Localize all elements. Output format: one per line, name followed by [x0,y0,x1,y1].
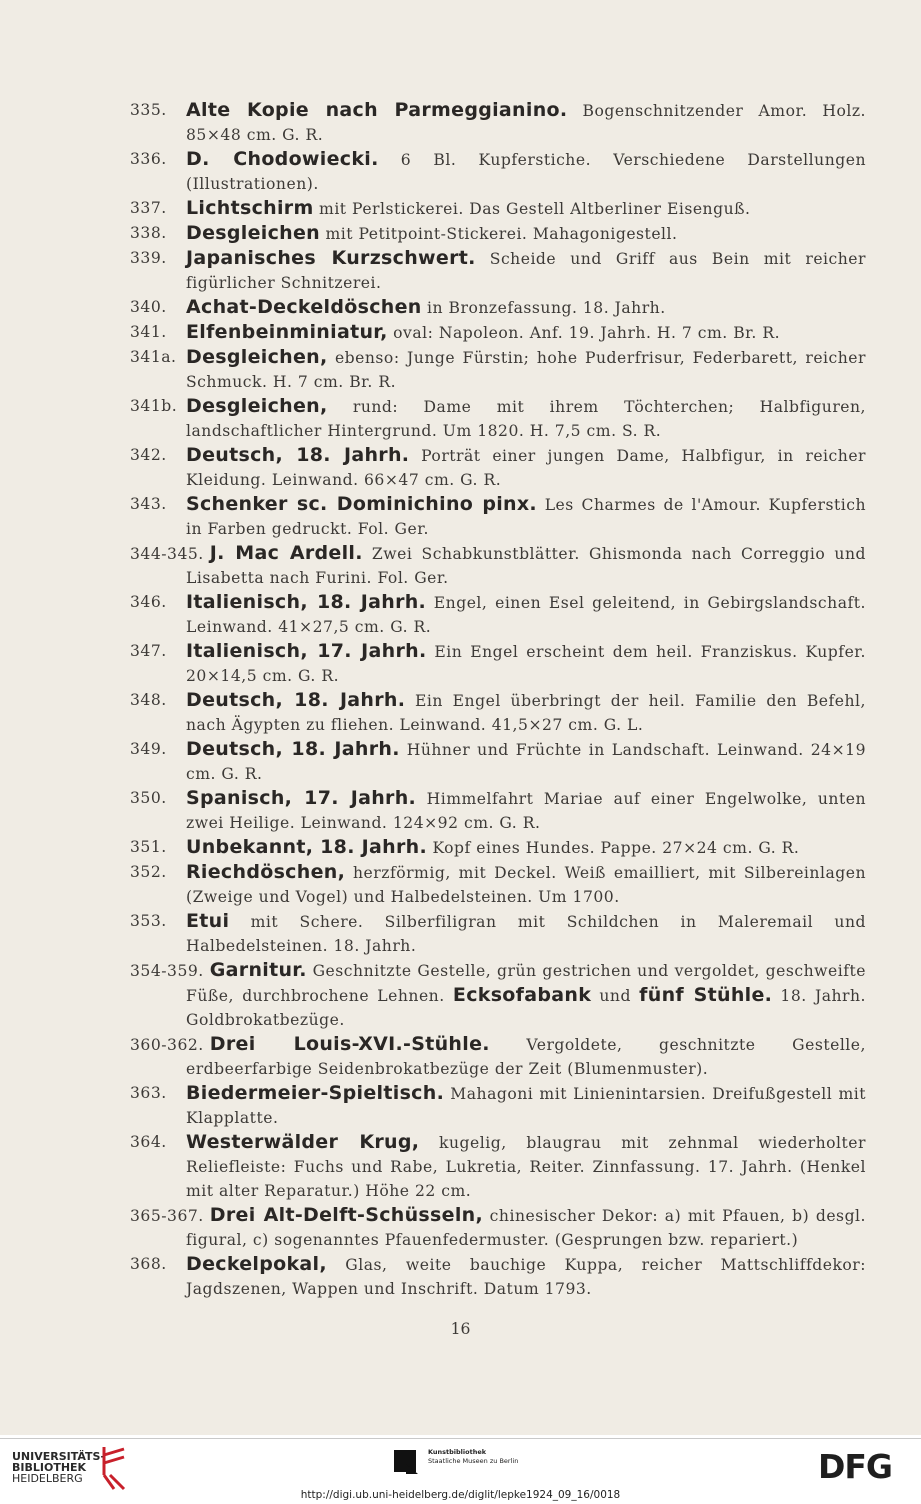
entry-number: 351. [130,838,167,856]
entry-heading: Desgleichen, [186,395,328,417]
entry-description: Glas, weite bauchige Kuppa, reicher Mattschliffdekor: Jagdszenen, Wappen und Inschrift. Datum 1793. [186,1256,866,1298]
entry-description: Kopf eines Hundes. Pappe. 27×24 cm. G. R. [426,839,800,857]
entry-heading: Drei Alt-Delft-Schüsseln, [209,1204,483,1226]
entry-number: 341. [130,323,167,341]
entry-heading: Westerwälder Krug, [186,1131,420,1153]
catalog-entry [130,639,866,688]
catalog-entry [130,1203,866,1252]
entry-description: in Bronzefassung. 18. Jahrh. [421,299,666,317]
entry-heading: Achat-Deckeldöschen [186,296,422,318]
catalog-entry [130,492,866,541]
entry-description: mit Schere. Silberfiligran mit Schildchen in Maleremail und Halbedelsteinen. 18. Jahrh. [186,913,866,955]
entry-description: kugelig, blaugrau mit zehnmal wiederholter Reliefleiste: Fuchs und Rabe, Lukretia, Reiter. Zinnfassung. 17. Jahrh. (Henkel mit alter Reparatur.) Höhe 22 cm. [186,1134,866,1200]
entry-number: 340. [130,298,167,316]
entry-description: Mahagoni mit Linienintarsien. Dreifußgestell mit Klapplatte. [186,1085,866,1127]
catalog-entry [130,345,866,394]
entry-heading: Drei Louis-XVI.-Stühle. [209,1033,490,1055]
entry-heading: Lichtschirm [186,197,314,219]
entry-heading: Desgleichen [186,222,320,244]
catalog-entry [130,786,866,835]
ub-logo-line-1: UNIVERSITÄTS- [12,1450,106,1463]
entry-number: 338. [130,224,167,242]
kunstbibliothek-logo-icon [392,1448,420,1476]
entry-number: 341b. [130,397,178,415]
entry-number: 339. [130,249,167,267]
entry-number: 342. [130,446,167,464]
catalog-entry [130,688,866,737]
catalog-entry [130,1252,866,1301]
dfg-logo[interactable]: DFG [818,1447,893,1486]
entry-description: 6 Bl. Kupferstiche. Verschiedene Darstellungen (Illustrationen). [186,151,866,193]
catalog-entry [130,958,866,1032]
entry-description: rund: Dame mit ihrem Töchterchen; Halbfiguren, landschaftlicher Hintergrund. Um 1820. H. 7,5 cm. S. R. [186,398,866,440]
entry-number: 347. [130,642,167,660]
catalog-entry [130,147,866,196]
entry-heading: Deutsch, 18. Jahrh. [186,689,406,711]
entry-description: Zwei Schabkunstblätter. Ghismonda nach Correggio und Lisabetta nach Furini. Fol. Ger. [186,545,867,587]
entry-heading: Deckelpokal, [186,1253,327,1275]
catalog-entry [130,590,866,639]
entry-description: Geschnitzte Gestelle, grün gestrichen und vergoldet, geschweifte Füße, durchbrochene Lehnen. [186,962,866,1005]
catalog-entry [130,835,866,860]
footer-bar [0,1435,921,1504]
entry-number: 343. [130,495,167,513]
entry-description: Hühner und Früchte in Landschaft. Leinwand. 24×19 cm. G. R. [186,741,866,783]
kunstbibliothek-logo[interactable] [428,1448,518,1466]
entry-heading: Elfenbeinminiatur, [186,321,388,343]
catalog-entry [130,394,866,443]
entry-description: chinesischer Dekor: a) mit Pfauen, b) desgl. figural, c) sogenanntes Pfauenfedermuster. (Gesprungen bzw. repariert.) [186,1207,866,1249]
page-number: 16 [450,1320,471,1338]
entry-description: oval: Napoleon. Anf. 19. Jahrh. H. 7 cm. Br. R. [387,324,781,342]
entry-heading: Spanisch, 17. Jahrh. [186,787,417,809]
catalog-entry [130,1130,866,1203]
catalog-entry [130,295,866,320]
kb-line-2: Staatliche Museen zu Berlin [428,1457,519,1465]
entry-description-tail: 18. Jahrh. Goldbrokatbezüge. [186,987,866,1029]
ub-heidelberg-logo[interactable] [12,1451,105,1484]
entry-heading: Deutsch, 18. Jahrh. [186,444,410,466]
entry-description: Les Charmes de l'Amour. Kupferstich in Farben gedruckt. Fol. Ger. [186,496,867,538]
entry-number: 360-362. [130,1036,204,1054]
entry-number: 346. [130,593,167,611]
entry-number: 337. [130,199,167,217]
entry-heading: Biedermeier-Spieltisch. [186,1082,445,1104]
entry-description: Scheide und Griff aus Bein mit reicher figürlicher Schnitzerei. [186,250,866,292]
entry-number: 352. [130,863,167,881]
entry-heading-tertiary: fünf Stühle. [639,984,773,1006]
catalog-entry [130,909,866,958]
permalink-url[interactable]: http://digi.ub.uni-heidelberg.de/diglit/lepke1924_09_16/0018 [300,1489,621,1501]
catalog-entry [130,1081,866,1130]
entry-heading-secondary: Ecksofabank [452,984,592,1006]
entry-description: mit Perlstickerei. Das Gestell Altberliner Eisenguß. [313,200,751,218]
entry-description: Ein Engel erscheint dem heil. Franziskus. Kupfer. 20×14,5 cm. G. R. [186,643,866,685]
catalog-entry [130,443,866,492]
entry-heading: Schenker sc. Dominichino pinx. [186,493,537,515]
entry-heading: Garnitur. [209,959,307,981]
entry-heading: Riechdöschen, [186,861,346,883]
entry-heading: Deutsch, 18. Jahrh. [186,738,400,760]
ub-logo-line-3: HEIDELBERG [12,1472,83,1485]
entry-number: 354-359. [130,962,204,980]
entry-number: 344-345. [130,545,204,563]
entry-heading: Alte Kopie nach Parmeggianino. [186,99,568,121]
ub-logo-mark-icon [100,1445,128,1491]
entry-description: Ein Engel überbringt der heil. Familie den Befehl, nach Ägypten zu fliehen. Leinwand. 41,5×27 cm. G. L. [186,692,867,734]
entry-number: 336. [130,150,167,168]
entry-description: Porträt einer jungen Dame, Halbfigur, in reicher Kleidung. Leinwand. 66×47 cm. G. R. [186,447,867,489]
entry-description: Bogenschnitzender Amor. Holz. 85×48 cm. G. R. [186,102,866,144]
catalog-entry [130,98,866,147]
entry-number: 368. [130,1255,167,1273]
entry-heading: Unbekannt, 18. Jahrh. [186,836,427,858]
catalog-entry [130,737,866,786]
entry-number: 335. [130,101,167,119]
entry-heading: D. Chodowiecki. [186,148,379,170]
entry-number: 365-367. [130,1207,204,1225]
kb-line-1: Kunstbibliothek [428,1448,487,1456]
catalog-entries [130,98,866,1301]
entry-number: 348. [130,691,167,709]
entry-number: 341a. [130,348,177,366]
catalog-entry [130,246,866,295]
catalog-entry [130,196,866,221]
entry-heading: Italienisch, 18. Jahrh. [186,591,427,613]
catalog-entry [130,860,866,909]
entry-heading: Japanisches Kurzschwert. [186,247,476,269]
catalog-entry [130,1032,866,1081]
entry-description: Himmelfahrt Mariae auf einer Engelwolke, unten zwei Heilige. Leinwand. 124×92 cm. G. R. [186,790,866,832]
ub-logo-line-2: BIBLIOTHEK [12,1461,87,1474]
entry-number: 353. [130,912,167,930]
entry-heading: Italienisch, 17. Jahrh. [186,640,427,662]
entry-description: herzförmig, mit Deckel. Weiß emailliert, mit Silbereinlagen (Zweige und Vogel) und Halbedelsteinen. Um 1700. [186,864,866,906]
entry-number: 364. [130,1133,167,1151]
entry-description: mit Petitpoint-Stickerei. Mahagonigestell. [319,225,678,243]
catalog-entry [130,541,866,590]
entry-description: Vergoldete, geschnitzte Gestelle, erdbeerfarbige Seidenbrokatbezüge der Zeit (Blumenmuster). [186,1036,866,1078]
entry-description: Engel, einen Esel geleitend, in Gebirgslandschaft. Leinwand. 41×27,5 cm. G. R. [186,594,866,636]
entry-number: 350. [130,789,167,807]
entry-heading: Etui [186,910,230,932]
catalog-entry [130,320,866,345]
entry-description: ebenso: Junge Fürstin; hohe Puderfrisur, Federbarett, reicher Schmuck. H. 7 cm. Br. R. [186,349,866,391]
entry-heading: Desgleichen, [186,346,328,368]
entry-number: 363. [130,1084,167,1102]
footer-divider [0,1438,921,1439]
entry-number: 349. [130,740,167,758]
entry-connector: und [591,987,640,1005]
entry-heading: J. Mac Ardell. [209,542,363,564]
catalog-entry [130,221,866,246]
